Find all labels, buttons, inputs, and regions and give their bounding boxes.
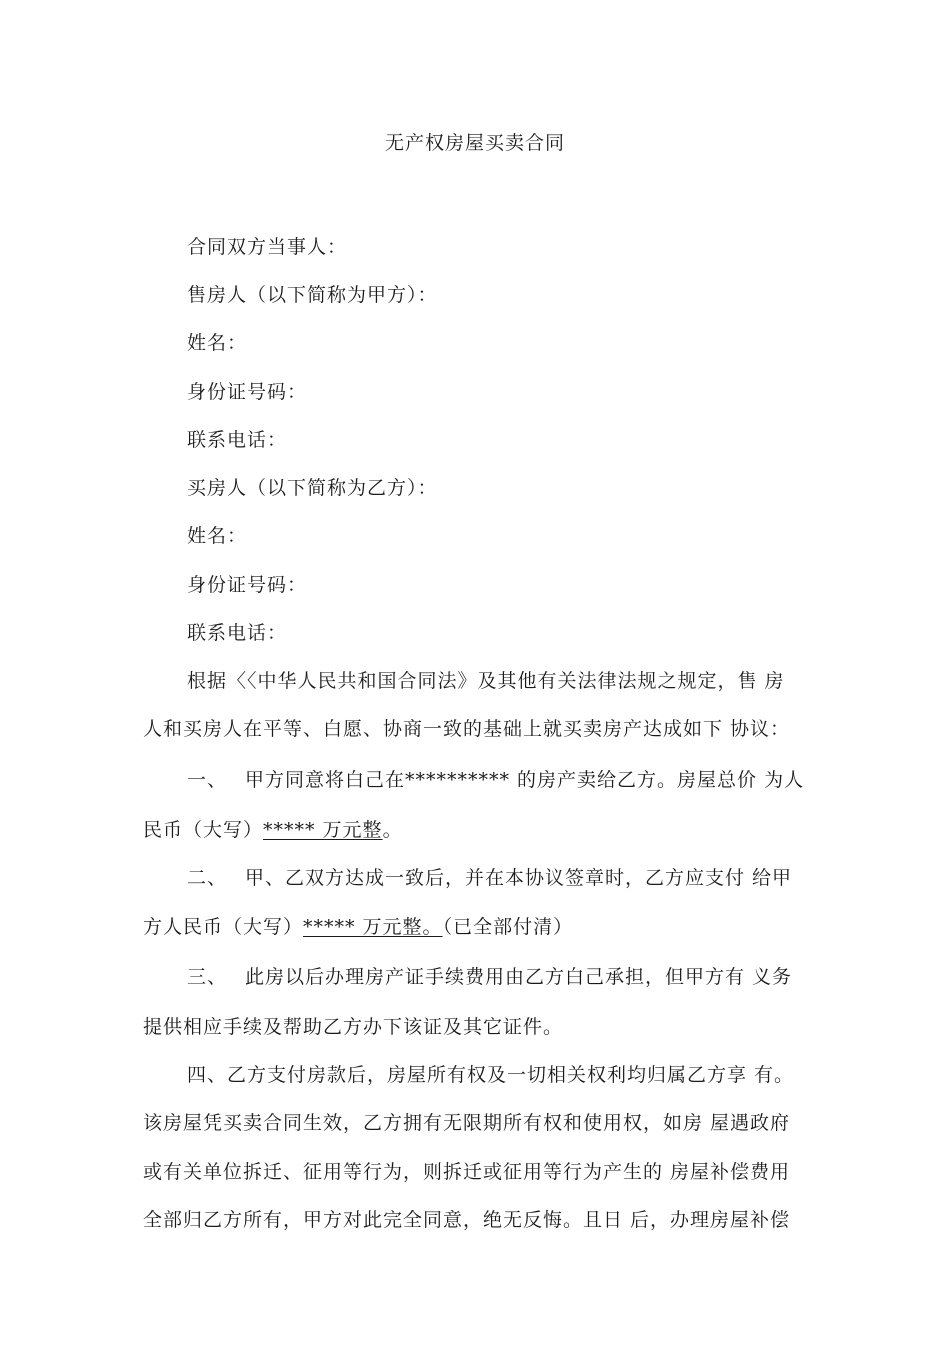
buyer-id-label: 身份证号码： <box>187 574 308 596</box>
clause-2-currency-label: 方人民币（大写） <box>143 916 304 938</box>
clause-2-line-1 <box>187 863 792 890</box>
preamble-line-1: 根据〈〈中华人民共和国合同法》及其他有关法律法规之规定，售 房 <box>187 670 785 692</box>
buyer-phone-label: 联系电话： <box>187 622 288 644</box>
clause-3-line-1 <box>187 962 792 989</box>
clause-1-currency-label: 民币（大写） <box>143 819 264 841</box>
clause-2-amount: ***** 万元整。 <box>303 916 443 938</box>
clause-2-line-2 <box>143 912 573 939</box>
clause-3-number: 三、 <box>187 966 228 988</box>
clause-4-line-3: 或有关单位拆迁、征用等行为，则拆迁或征用等行为产生的 房屋补偿费用 <box>143 1161 791 1183</box>
preamble-line-2: 人和买房人在平等、白愿、协商一致的基础上就买卖房产达成如下 协议： <box>143 718 791 740</box>
clause-1-period: 。 <box>382 819 403 841</box>
buyer-heading: 买房人（以下简称为乙方）： <box>187 477 438 499</box>
buyer-name-label: 姓名： <box>187 525 248 547</box>
clause-1-amount: ***** 万元整 <box>263 819 383 841</box>
seller-id-label: 身份证号码： <box>187 381 308 403</box>
clause-4-line-1: 四、乙方支付房款后，房屋所有权及一切相关权利均归属乙方享 有。 <box>187 1064 795 1086</box>
clause-1-line-2 <box>143 815 403 842</box>
clause-2-paid-note: （已全部付清） <box>442 916 574 938</box>
clause-4-line-4: 全部归乙方所有，甲方对此完全同意，绝无反悔。且日 后，办理房屋补偿 <box>143 1209 791 1231</box>
clause-4-line-2: 该房屋凭买卖合同生效，乙方拥有无限期所有权和使用权，如房 屋遇政府 <box>143 1112 791 1134</box>
parties-header: 合同双方当事人： <box>187 236 348 258</box>
seller-phone-label: 联系电话： <box>187 429 288 451</box>
clause-3-text: 此房以后办理房产证手续费用由乙方白己承担，但甲方有 义务 <box>245 966 793 988</box>
clause-2-number: 二、 <box>187 867 228 889</box>
clause-1-text: 甲方同意将白己在********** 的房产卖给乙方。房屋总价 为人 <box>245 769 805 791</box>
seller-name-label: 姓名： <box>187 332 248 354</box>
clause-1-line-1 <box>187 765 804 792</box>
clause-3-line-2: 提供相应手续及帮助乙方办下该证及其它证件。 <box>143 1016 564 1038</box>
clause-2-text: 甲、乙双方达成一致后，并在本协议签章时，乙方应支付 给甲 <box>245 867 793 889</box>
document-title: 无产权房屋买卖合同 <box>384 132 565 154</box>
clause-1-number: 一、 <box>187 769 228 791</box>
seller-heading: 售房人（以下简称为甲方）： <box>187 284 438 306</box>
